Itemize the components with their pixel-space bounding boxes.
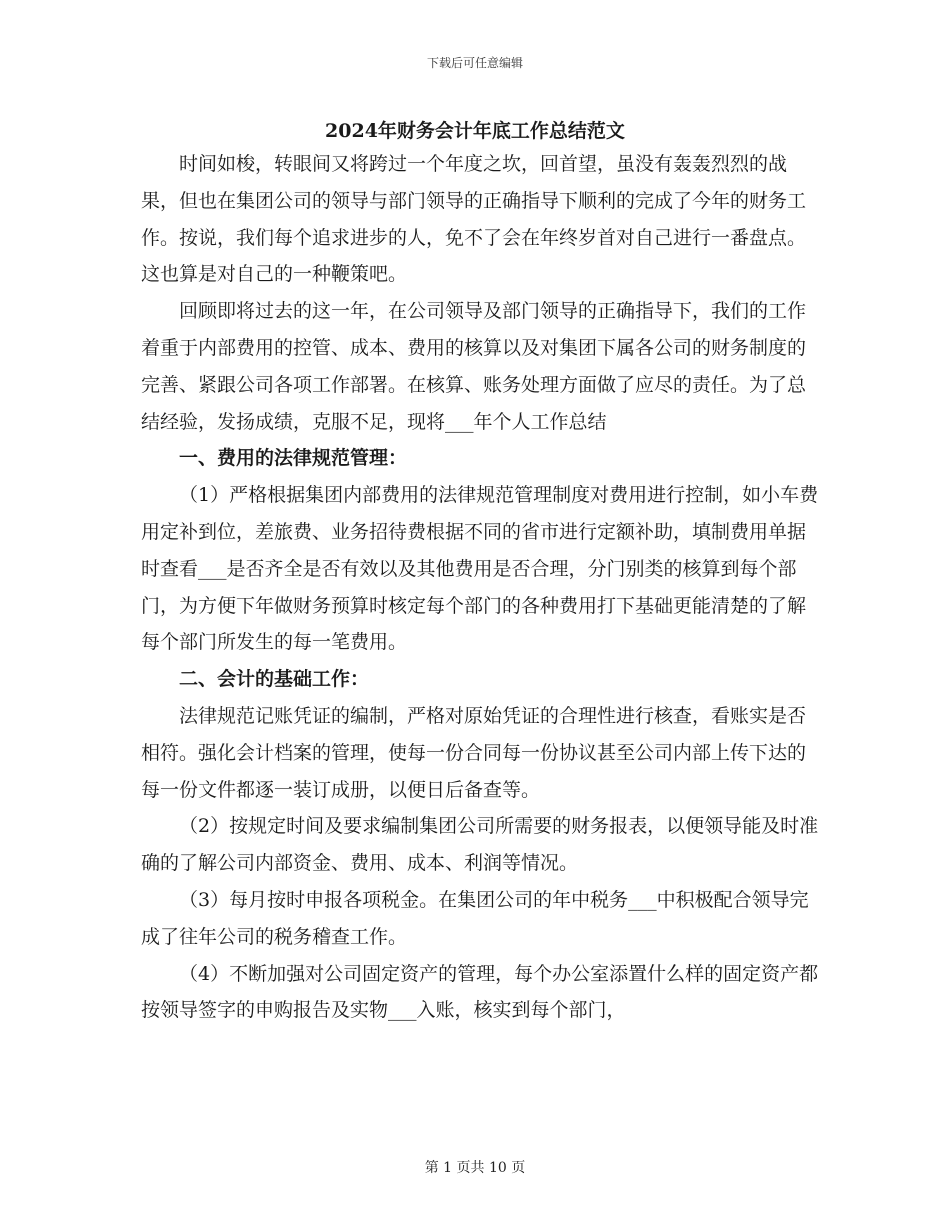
header-note: 下载后可任意编辑 <box>426 56 523 70</box>
paragraph-intro: 时间如梭，转眼间又将跨过一个年度之坎，回首望，虽没有轰轰烈烈的战果，但也在集团公司的领导与部门领导的正确指导下顺利的完成了今年的财务工作。按说，我们每个追求进步的人，免不了会在年终岁首对自己进行一番盘点。这也算是对自己的一种鞭策吧。 <box>141 153 807 286</box>
document-title: 2024年财务会计年底工作总结范文 <box>325 120 625 142</box>
paragraph-expense-1: （1）严格根据集团内部费用的法律规范管理制度对费用进行控制，如小车费用定补到位，差旅费、业务招待费根据不同的省市进行定额补助，填制费用单据时查看___是否齐全是否有效以及其他费用是否合理，分门别类的核算到每个部门，为方便下年做财务预算时核定每个部门的各种费用打下基础更能清楚的了解每个部门所发生的每一笔费用。 <box>141 484 819 654</box>
paragraph-accounting-3: （3）每月按时申报各项税金。在集团公司的年中税务___中积极配合领导完成了往年公司的税务稽查工作。 <box>141 888 809 948</box>
paragraph-review: 回顾即将过去的这一年，在公司领导及部门领导的正确指导下，我们的工作着重于内部费用的控管、成本、费用的核算以及对集团下属各公司的财务制度的完善、紧跟公司各项工作部署。在核算、账务处理方面做了应尽的责任。为了总结经验，发扬成绩，克服不足，现将___年个人工作总结 <box>141 300 807 433</box>
document-body <box>141 146 821 1029</box>
paragraph-accounting-2: （2）按规定时间及要求编制集团公司所需要的财务报表，以便领导能及时准确的了解公司内部资金、费用、成本、利润等情况。 <box>141 815 819 875</box>
section-heading-accounting: 二、会计的基础工作： <box>179 668 370 691</box>
section-heading-expense: 一、费用的法律规范管理： <box>179 447 408 470</box>
paragraph-accounting-4: （4）不断加强对公司固定资产的管理，每个办公室添置什么样的固定资产都按领导签字的申购报告及实物___入账，核实到每个部门， <box>141 962 819 1022</box>
page-footer: 第 1 页共 10 页 <box>424 1160 526 1176</box>
paragraph-accounting-basics: 法律规范记账凭证的编制，严格对原始凭证的合理性进行核查，看账实是否相符。强化会计档案的管理，使每一份合同每一份协议甚至公司内部上传下达的每一份文件都逐一装订成册，以便日后备查等。 <box>141 704 807 801</box>
